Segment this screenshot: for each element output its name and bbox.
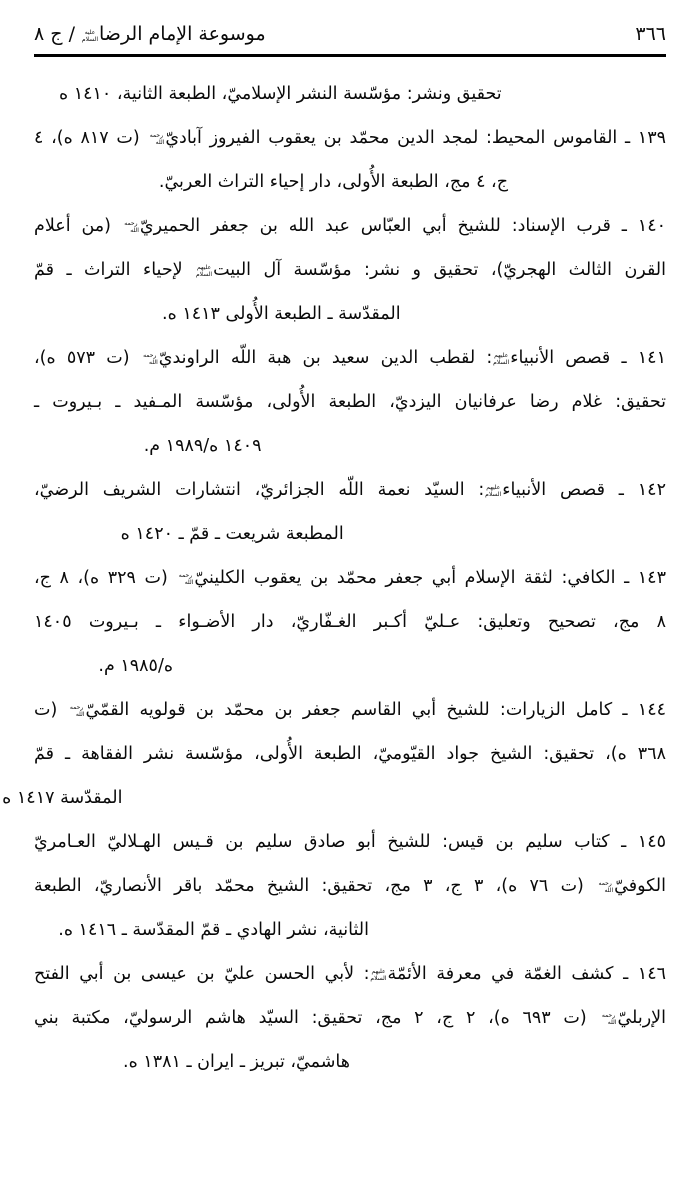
entry-line <box>34 512 666 556</box>
text-segment: ١٤٤ ـ كامل الزيارات: للشيخ أبي القاسم جعفر بن محمّد بن قولويه القمّيّ <box>85 700 666 720</box>
entry-line <box>34 424 666 468</box>
text-segment: ج، ٤ مج، الطبعة الأُولى، دار إحياء التراث العربيّ. <box>158 172 508 192</box>
honorific-mark: عليه السلام <box>81 29 99 43</box>
bibliography-entry-139 <box>34 116 666 204</box>
honorific-mark: عليهم السلام <box>493 352 510 366</box>
text-segment: هاشميّ، تبريز ـ ايران ـ ١٣٨١ ه. <box>123 1052 350 1072</box>
text-segment: (من أعلام <box>34 216 122 236</box>
text-segment: (ت ٨١٧ ه)، ٤ <box>34 128 148 148</box>
entry-line <box>34 820 666 864</box>
entry-line <box>34 600 666 644</box>
honorific-mark: رحمه الله <box>178 572 194 586</box>
entry-line <box>34 468 666 512</box>
honorific-mark: رحمه الله <box>149 132 165 146</box>
text-segment: ١٤١ ـ قصص الأنبياء <box>510 348 666 368</box>
text-segment: ٣٦٨ ه)، تحقيق: الشيخ جواد القيّوميّ، الطبعة الأُولى، مؤسّسة نشر الفقاهة ـ قمّ <box>34 744 666 764</box>
entry-line <box>34 864 666 908</box>
text-segment: ١٤٦ ـ كشف الغمّة في معرفة الأئمّة <box>387 964 666 984</box>
honorific-mark: رحمه الله <box>598 880 614 894</box>
page-number: ٣٦٦ <box>635 23 666 45</box>
text-segment: : السيّد نعمة اللّه الجزائريّ، انتشارات الشريف الرضيّ، <box>34 480 485 500</box>
entry-line <box>34 952 666 996</box>
text-segment: القرن الثالث الهجريّ)، تحقيق و نشر: مؤسّسة آل البيت <box>213 260 667 280</box>
entry-line <box>34 688 666 732</box>
text-segment: موسوعة الإمام الرضا <box>99 23 266 45</box>
text-segment: الإربليّ <box>617 1008 667 1028</box>
text-segment: ٨ مج، تصحيح وتعليق: عـليّ أكـبر الغـفّاريّ، دار الأضـواء ـ بـيروت ١٤٠٥ <box>34 612 666 632</box>
honorific-mark: رحمه الله <box>601 1012 617 1026</box>
text-segment: ١٤٥ ـ كتاب سليم بن قيس: للشيخ أبو صادق سليم بن قـيس الهـلاليّ العـامريّ <box>34 832 666 852</box>
text-segment: لإحياء التراث ـ قمّ <box>34 260 196 280</box>
entry-line <box>34 732 666 776</box>
entry-line <box>34 204 666 248</box>
text-segment: ١٣٩ ـ القاموس المحيط: لمجد الدين محمّد بن يعقوب الفيروز آباديّ <box>165 128 666 148</box>
text-segment: (ت ٦٩٣ ه)، ٢ ج، ٢ مج، تحقيق: السيّد هاشم الرسوليّ، مكتبة بني <box>34 1008 600 1028</box>
bibliography-entry-143 <box>34 556 666 688</box>
honorific-mark: رحمه الله <box>124 220 139 234</box>
bibliography-entry-146 <box>34 952 666 1084</box>
text-segment: ١٤٣ ـ الكافي: لثقة الإسلام أبي جعفر محمّد بن يعقوب الكلينيّ <box>194 568 666 588</box>
honorific-mark: عليهم السلام <box>370 968 387 982</box>
text-segment: المطبعة شريعت ـ قمّ ـ ١٤٢٠ ه <box>120 524 344 544</box>
bibliography-entry-141 <box>34 336 666 468</box>
running-head-title <box>34 23 266 45</box>
bibliography-list <box>2 57 667 1084</box>
text-segment: (ت ٣٢٩ ه)، ٨ ج، <box>34 568 177 588</box>
honorific-mark: رحمه الله <box>69 704 85 718</box>
bibliography-entry-142 <box>34 468 666 556</box>
entry-line <box>2 776 666 820</box>
text-segment: (ت ٥٧٣ ه)، <box>34 348 141 368</box>
entry-line <box>34 1040 666 1084</box>
text-segment: تحقيق ونشر: مؤسّسة النشر الإسلاميّ، الطبعة الثانية، ١٤١٠ ه <box>59 84 502 104</box>
text-segment: الثانية، نشر الهادي ـ قمّ المقدّسة ـ ١٤١٦ ه. <box>58 920 369 940</box>
entry-line <box>34 996 666 1040</box>
entry-line <box>34 380 666 424</box>
honorific-mark: عليهم السلام <box>195 264 213 278</box>
entry-line <box>34 116 666 160</box>
text-segment: ه/١٩٨٥ م. <box>98 656 174 676</box>
entry-line <box>34 72 666 116</box>
text-segment: ١٤٠ ـ قرب الإسناد: للشيخ أبي العبّاس عبد الله بن جعفر الحميريّ <box>139 216 666 236</box>
entry-line <box>34 160 666 204</box>
text-segment: ١٤٠٩ ه/١٩٨٩ م. <box>143 436 262 456</box>
page-header <box>34 23 666 57</box>
text-segment: (ت <box>34 700 68 720</box>
text-segment: تحقيق: غلام رضا عرفانيان اليزديّ، الطبعة الأُولى، مؤسّسة المـفيد ـ بـيروت ـ <box>34 392 666 412</box>
entry-line <box>34 644 666 688</box>
text-segment: المقدّسة ١٤١٧ ه <box>2 788 123 808</box>
text-segment: المقدّسة ـ الطبعة الأُولى ١٤١٣ ه. <box>162 304 401 324</box>
text-segment: ١٤٢ ـ قصص الأنبياء <box>502 480 666 500</box>
entry-line <box>34 248 666 292</box>
entry-138-continuation <box>34 72 666 116</box>
bibliography-entry-140 <box>34 204 666 336</box>
text-segment: : لأبي الحسن عليّ بن عيسى بن أبي الفتح <box>34 964 370 984</box>
bibliography-entry-144 <box>2 688 666 820</box>
entry-line <box>34 908 666 952</box>
entry-line <box>34 292 666 336</box>
honorific-mark: عليهم السلام <box>485 484 502 498</box>
entry-line <box>34 336 666 380</box>
text-segment: : لقطب الدين سعيد بن هبة اللّه الراونديّ <box>158 348 493 368</box>
entry-line <box>34 556 666 600</box>
bibliography-entry-145 <box>34 820 666 952</box>
honorific-mark: رحمه الله <box>143 352 158 366</box>
text-segment: (ت ٧٦ ه)، ٣ ج، ٣ مج، تحقيق: الشيخ محمّد باقر الأنصاريّ، الطبعة <box>34 876 597 896</box>
text-segment: الكوفيّ <box>614 876 666 896</box>
text-segment: / ج ٨ <box>34 23 82 45</box>
